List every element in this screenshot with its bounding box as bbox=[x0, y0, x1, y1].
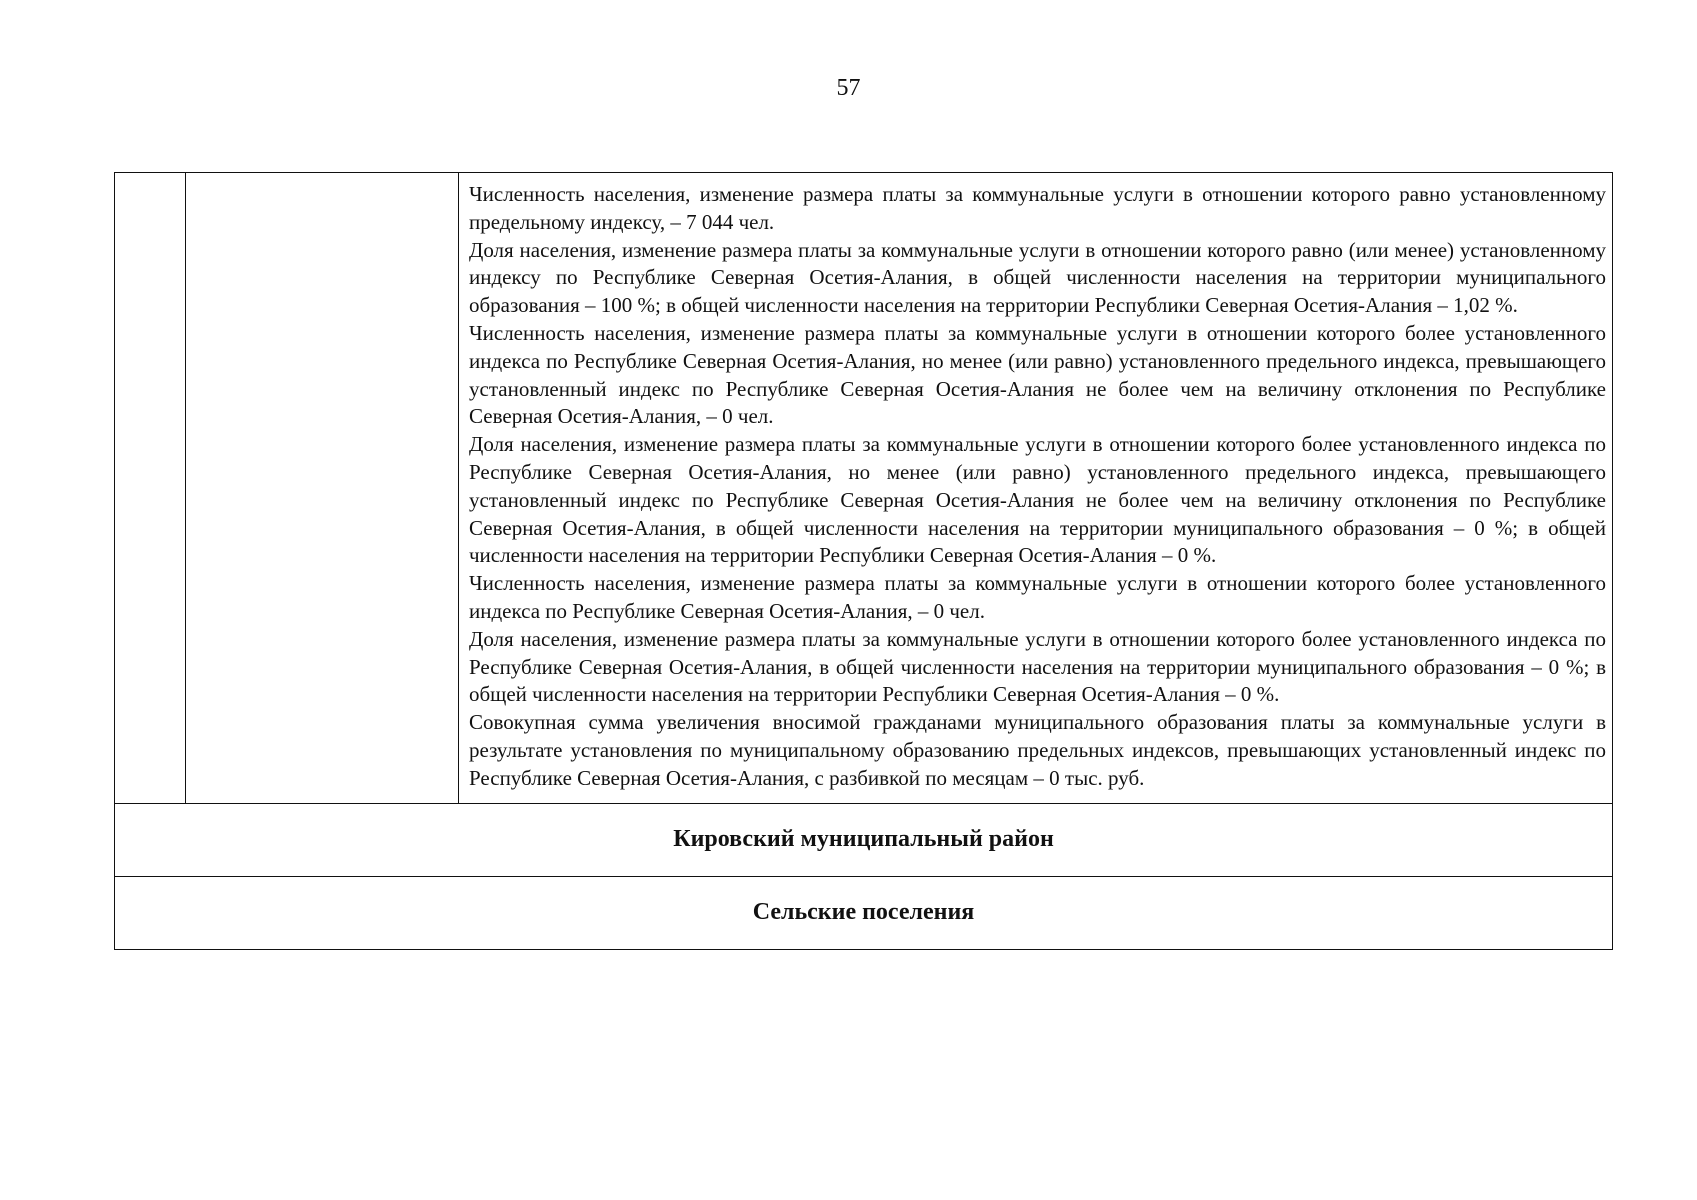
paragraph-population-equal-limit: Численность населения, изменение размера платы за коммунальные услуги в отношении которого равно установленному предельному индексу, – 7 044 чел. bbox=[469, 182, 1606, 234]
section-heading-district: Кировский муниципальный район bbox=[115, 803, 1613, 876]
table-cell-number bbox=[115, 173, 186, 804]
paragraph-population-above-index-within-deviation: Численность населения, изменение размера платы за коммунальные услуги в отношении которого более установленного индекса по Республике Северная Осетия-Алания, но менее (или равно) установленного предельного индекса, превышающего установленный индекс по Республике Северная Осетия-Алания не более чем на величину отклонения по Республике Северная Осетия-Алания, – 0 чел. bbox=[469, 320, 1606, 429]
table-row bbox=[115, 173, 1613, 804]
paragraph-share-equal-or-less: Доля населения, изменение размера платы за коммунальные услуги в отношении которого равно (или менее) установленному индексу по Республике Северная Осетия-Алания, в общей численности населения на территории муниципального образования – 100 %; в общей численности населения на территории Республики Северная Осетия-Алания – 1,02 %. bbox=[469, 237, 1606, 318]
paragraph-share-above-index: Доля населения, изменение размера платы за коммунальные услуги в отношении которого более установленного индекса по Республике Северная Осетия-Алания, в общей численности населения на территории муниципального образования – 0 %; в общей численности населения на территории Республики Северная Осетия-Алания – 0 %. bbox=[469, 626, 1606, 707]
table-row-section bbox=[115, 876, 1613, 949]
paragraph-share-above-index-within-deviation: Доля населения, изменение размера платы за коммунальные услуги в отношении которого более установленного индекса по Республике Северная Осетия-Алания, но менее (или равно) установленного предельного индекса, превышающего установленный индекс по Республике Северная Осетия-Алания не более чем на величину отклонения по Республике Северная Осетия-Алания, в общей численности населения на территории муниципального образования – 0 %; в общей численности населения на территории Республики Северная Осетия-Алания – 0 %. bbox=[469, 432, 1606, 568]
paragraph-total-increase-sum: Совокупная сумма увеличения вносимой гражданами муниципального образования платы за коммунальные услуги в результате установления по муниципальному образованию предельных индексов, превышающих установленный индекс по Республике Северная Осетия-Алания, с разбивкой по месяцам – 0 тыс. руб. bbox=[469, 710, 1606, 790]
table-row-section bbox=[115, 803, 1613, 876]
page-number: 57 bbox=[836, 75, 861, 101]
table-cell-indicators bbox=[459, 173, 1613, 804]
table-cell-municipality bbox=[186, 173, 459, 804]
paragraph-population-above-index: Численность населения, изменение размера платы за коммунальные услуги в отношении которого более установленного индекса по Республике Северная Осетия-Алания, – 0 чел. bbox=[469, 571, 1606, 623]
section-heading-settlements: Сельские поселения bbox=[115, 876, 1613, 949]
data-table bbox=[114, 172, 1613, 950]
